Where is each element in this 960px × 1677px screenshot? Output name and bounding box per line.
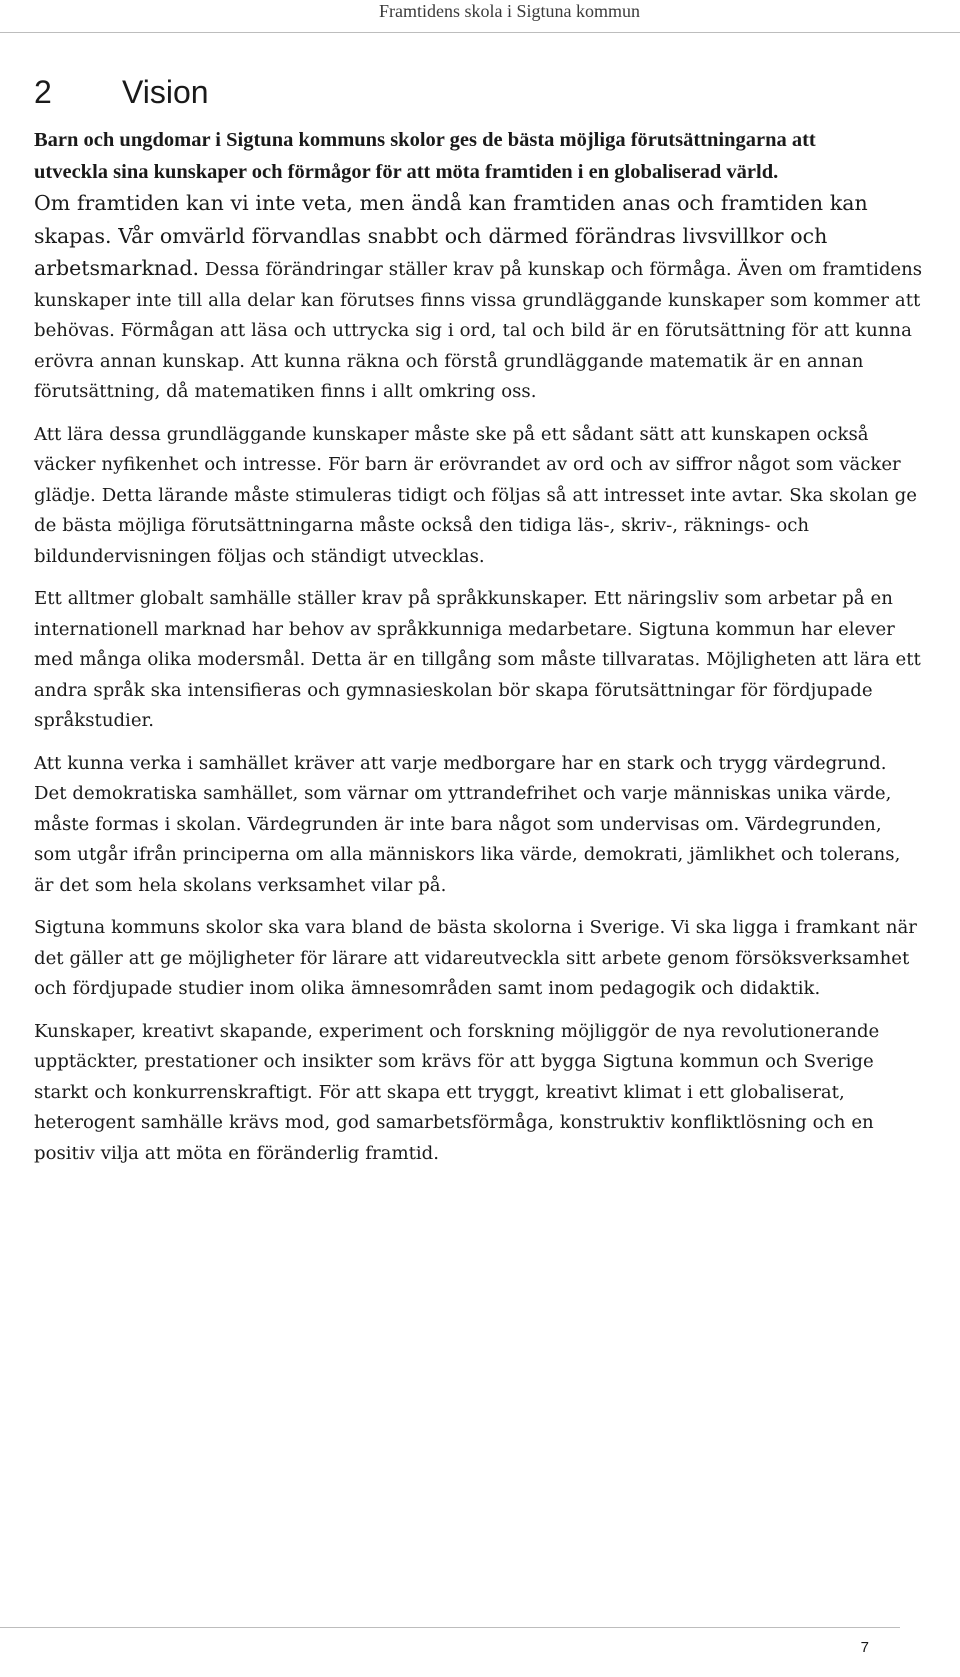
page-footer: [0, 1627, 900, 1668]
document-body: [34, 124, 924, 1169]
section-number: 2: [34, 74, 52, 110]
paragraph-3: Ett alltmer globalt samhälle ställer krav på språkkunskaper. Ett näringsliv som arbetar på en internationell marknad har behov av språkkunniga medarbetare. Sigtuna kommun har elever med många olika modersmål. Detta är en tillgång som måste tillvaratas. Möjligheten att lära ett andra språk ska intensifieras och gymnasieskolan bör skapa förutsättningar för fördjupade språkstudier.: [34, 588, 921, 731]
section-title: Vision: [122, 74, 209, 110]
paragraph-1-text: Dessa förändringar ställer krav på kunskap och förmåga. Även om framtidens kunskaper inte till alla delar kan förutses finns vissa grundläggande kunskaper som kommer att behövas. Förmågan att läsa och uttrycka sig i ord, tal och bild är en förutsättning för att kunna erövra annan kunskap. Att kunna räkna och förstå grundläggande matematik är en annan förutsättning, då matematiken finns i allt omkring oss.: [34, 259, 923, 402]
page-number: 7: [860, 1639, 869, 1656]
paragraph-2: Att lära dessa grundläggande kunskaper måste ske på ett sådant sätt att kunskapen också väcker nyfikenhet och intresse. För barn är erövrandet av ord och av siffror något som väcker glädje. Detta lärande måste stimuleras tidigt och följas så att intresset inte avtar. Ska skolan ge de bästa möjliga förutsättningarna måste också den tidiga läs-, skriv-, räknings- och bildundervisningen följas och ständigt utvecklas.: [34, 423, 917, 567]
paragraph-1: [34, 188, 924, 408]
running-header-title: Framtidens skola i Sigtuna kommun: [379, 1, 640, 21]
paragraph-5: Sigtuna kommuns skolor ska vara bland de bästa skolorna i Sverige. Vi ska ligga i framkant när det gäller att ge möjligheter för lärare att vidareutveckla sitt arbete genom försöksverksamhet och fördjupade studier inom olika ämnesområden samt inom pedagogik och didaktik.: [34, 917, 917, 999]
running-header: [0, 0, 960, 33]
paragraph-1-lead-in: Om framtiden kan vi inte veta, men ändå kan framtiden anas och framtiden kan skapas. Vår omvärld förvandlas snabbt och därmed förändras livsvillkor och arbetsmarknad.: [34, 191, 868, 280]
paragraph-6: Kunskaper, kreativt skapande, experiment och forskning möjliggör de nya revolutionerande upptäckter, prestationer och insikter som krävs för att bygga Sigtuna kommun och Sverige starkt och konkurrenskraftigt. För att skapa ett tryggt, kreativt klimat i ett globaliserat, heterogent samhälle krävs mod, god samarbetsförmåga, konstruktiv konfliktlösning och en positiv vilja att möta en föränderlig framtid.: [34, 1020, 880, 1164]
section-heading: [34, 72, 209, 112]
paragraph-4: Att kunna verka i samhället kräver att varje medborgare har en stark och trygg värdegrund. Det demokratiska samhället, som värnar om yttrandefrihet och varje människas unika värde, måste formas i skolan. Värdegrunden är inte bara något som undervisas om. Värdegrunden, som utgår ifrån principerna om alla människors lika värde, demokrati, jämlikhet och tolerans, är det som hela skolans verksamhet vilar på.: [34, 752, 901, 896]
vision-statement: Barn och ungdomar i Sigtuna kommuns skolor ges de bästa möjliga förutsättningarna att utveckla sina kunskaper och förmågor för att möta framtiden i en globaliserad värld.: [34, 129, 816, 183]
